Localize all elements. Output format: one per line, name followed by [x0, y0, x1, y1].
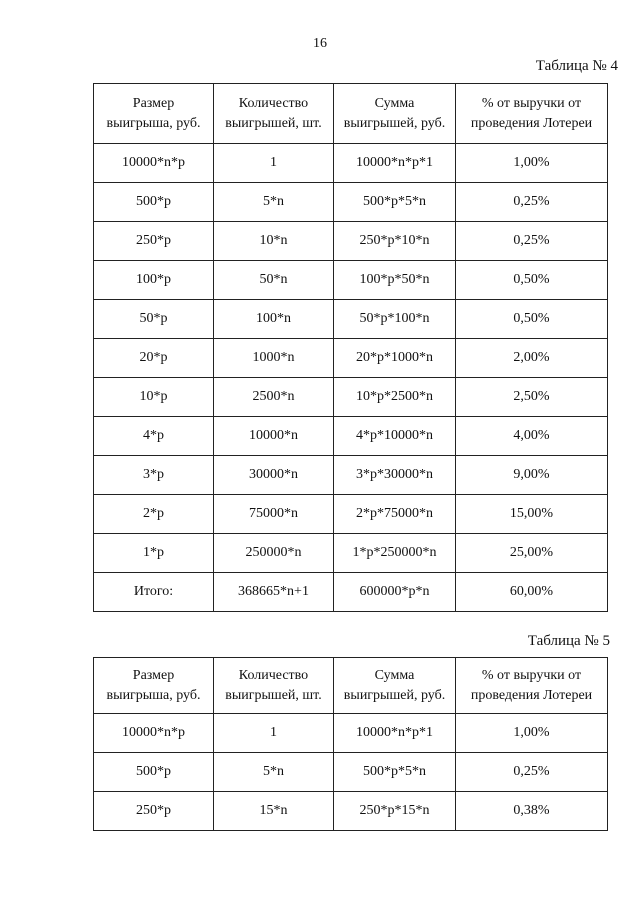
table-cell: 25,00%: [456, 534, 608, 573]
table-cell: 0,50%: [456, 261, 608, 300]
table-cell: 20*p*1000*n: [334, 339, 456, 378]
table-cell: 368665*n+1: [214, 573, 334, 612]
table-header-row: [94, 84, 608, 144]
column-header: Сумма выигрышей, руб.: [334, 658, 456, 714]
table-cell: 75000*n: [214, 495, 334, 534]
table-cell: 0,25%: [456, 222, 608, 261]
table-cell: 100*n: [214, 300, 334, 339]
table-row: [94, 534, 608, 573]
table-cell: 2,00%: [456, 339, 608, 378]
table-cell: 10*p*2500*n: [334, 378, 456, 417]
column-header: % от выручки от проведения Лотереи: [456, 84, 608, 144]
table-cell: 0,25%: [456, 753, 608, 792]
table-cell: 10000*n*p*1: [334, 714, 456, 753]
table-cell: 10000*n*p*1: [334, 144, 456, 183]
table-row: [94, 456, 608, 495]
table-row: [94, 222, 608, 261]
table-row: [94, 792, 608, 831]
table-cell: Итого:: [94, 573, 214, 612]
table-5: [93, 657, 608, 831]
column-header: Размер выигрыша, руб.: [94, 84, 214, 144]
table-cell: 50*n: [214, 261, 334, 300]
table-cell: 3*p*30000*n: [334, 456, 456, 495]
table-cell: 4*p*10000*n: [334, 417, 456, 456]
table-cell: 4,00%: [456, 417, 608, 456]
table-cell: 250000*n: [214, 534, 334, 573]
table-cell: 1*p: [94, 534, 214, 573]
table-cell: 0,38%: [456, 792, 608, 831]
table-cell: 1,00%: [456, 714, 608, 753]
table-row: [94, 378, 608, 417]
table-cell: 250*p*15*n: [334, 792, 456, 831]
table-cell: 10*p: [94, 378, 214, 417]
table-cell: 10000*n*p: [94, 144, 214, 183]
table-cell: 500*p: [94, 183, 214, 222]
column-header: Размер выигрыша, руб.: [94, 658, 214, 714]
table-cell: 250*p: [94, 792, 214, 831]
table-cell: 2*p: [94, 495, 214, 534]
table-cell: 10000*n: [214, 417, 334, 456]
table-cell: 2,50%: [456, 378, 608, 417]
table-cell: 1000*n: [214, 339, 334, 378]
table-cell: 100*p: [94, 261, 214, 300]
table-cell: 60,00%: [456, 573, 608, 612]
table-header-row: [94, 658, 608, 714]
table-cell: 30000*n: [214, 456, 334, 495]
table-row: [94, 714, 608, 753]
table-cell: 20*p: [94, 339, 214, 378]
table-cell: 50*p: [94, 300, 214, 339]
table-row: [94, 300, 608, 339]
table-cell: 2500*n: [214, 378, 334, 417]
table-cell: 50*p*100*n: [334, 300, 456, 339]
table-cell: 9,00%: [456, 456, 608, 495]
table-cell: 500*p*5*n: [334, 753, 456, 792]
table-cell: 15*n: [214, 792, 334, 831]
table-cell: 1*p*250000*n: [334, 534, 456, 573]
table-cell: 2*p*75000*n: [334, 495, 456, 534]
table-4: [93, 83, 608, 612]
table-row: [94, 573, 608, 612]
table-4-caption: Таблица № 4: [535, 58, 618, 74]
table-cell: 4*p: [94, 417, 214, 456]
table-cell: 250*p: [94, 222, 214, 261]
table-row: [94, 183, 608, 222]
table-cell: 0,50%: [456, 300, 608, 339]
table-row: [94, 417, 608, 456]
table-cell: 5*n: [214, 183, 334, 222]
table-cell: 250*p*10*n: [334, 222, 456, 261]
table-cell: 1: [214, 144, 334, 183]
table-cell: 500*p*5*n: [334, 183, 456, 222]
page-number: 16: [313, 36, 327, 51]
column-header: Количество выигрышей, шт.: [214, 84, 334, 144]
table-cell: 0,25%: [456, 183, 608, 222]
table-cell: 3*p: [94, 456, 214, 495]
table-cell: 100*p*50*n: [334, 261, 456, 300]
column-header: Сумма выигрышей, руб.: [334, 84, 456, 144]
table-row: [94, 495, 608, 534]
table-cell: 1: [214, 714, 334, 753]
table-row: [94, 339, 608, 378]
table-5-caption: Таблица № 5: [527, 633, 610, 649]
table-cell: 600000*p*n: [334, 573, 456, 612]
table-row: [94, 753, 608, 792]
column-header: % от выручки от проведения Лотереи: [456, 658, 608, 714]
table-cell: 1,00%: [456, 144, 608, 183]
table-cell: 500*p: [94, 753, 214, 792]
table-row: [94, 144, 608, 183]
column-header: Количество выигрышей, шт.: [214, 658, 334, 714]
table-cell: 10*n: [214, 222, 334, 261]
table-row: [94, 261, 608, 300]
table-cell: 15,00%: [456, 495, 608, 534]
table-cell: 10000*n*p: [94, 714, 214, 753]
table-cell: 5*n: [214, 753, 334, 792]
